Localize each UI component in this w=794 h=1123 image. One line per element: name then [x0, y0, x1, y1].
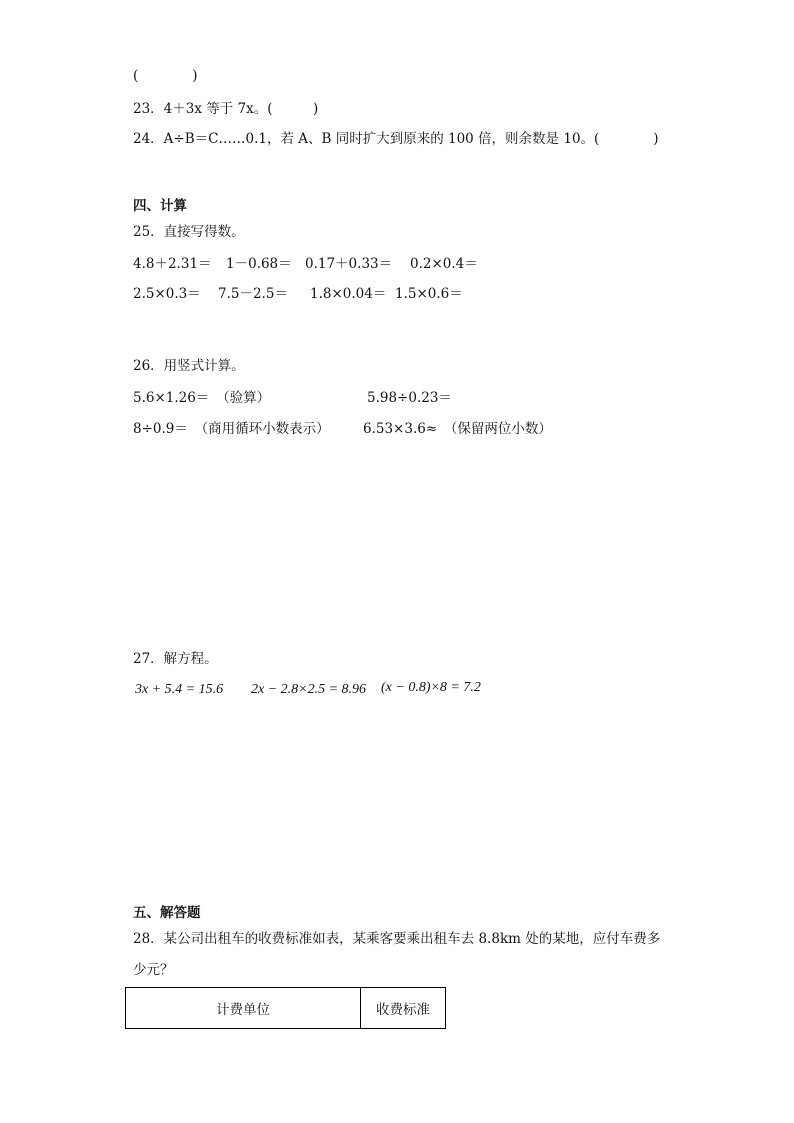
q27-equation-2: 2x − 2.8×2.5 = 8.96: [251, 682, 367, 697]
q25-expr-7: 1.8×0.04＝: [310, 286, 387, 302]
question-27-stem: 27．解方程。: [133, 651, 218, 667]
q25-expr-5: 2.5×0.3＝: [133, 286, 201, 302]
q26-problem-d: 6.53×3.6≈ （保留两位小数）: [363, 421, 552, 437]
q25-expr-1: 4.8＋2.31＝: [133, 256, 212, 272]
question-23: 23．4＋3x 等于 7x。( ): [133, 101, 319, 117]
q26-problem-b: 5.98÷0.23＝: [367, 390, 452, 406]
q25-expr-2: 1－0.68＝: [226, 256, 292, 272]
question-25-stem: 25．直接写得数。: [133, 224, 245, 240]
table-row: [126, 988, 446, 1029]
q25-expr-3: 0.17＋0.33＝: [305, 256, 393, 272]
section-heading-calculation: 四、计算: [133, 198, 187, 214]
q25-expr-8: 1.5×0.6＝: [395, 286, 463, 302]
q26-problem-a: 5.6×1.26＝ （验算）: [133, 390, 271, 406]
question-28-line-2: 少元？: [133, 962, 174, 978]
fare-table: [125, 987, 446, 1029]
q25-expr-6: 7.5－2.5＝: [218, 286, 288, 302]
question-24: 24．A÷B＝C……0.1，若 A、B 同时扩大到原来的 100 倍，则余数是 10。( ): [133, 131, 659, 147]
q27-equation-1: 3x + 5.4 = 15.6: [135, 682, 224, 697]
question-28-line-1: 28．某公司出租车的收费标准如表，某乘客要乘出租车去 8.8km 处的某地，应付车费多: [133, 931, 661, 947]
question-26-stem: 26．用竖式计算。: [133, 358, 245, 374]
section-heading-word-problems: 五、解答题: [133, 905, 201, 921]
q22-answer-blank: ( ): [133, 68, 198, 84]
table-header-unit: 计费单位: [126, 988, 361, 1029]
q27-equation-3: (x − 0.8)×8 = 7.2: [381, 680, 481, 695]
q25-expr-4: 0.2×0.4＝: [410, 256, 478, 272]
q26-problem-c: 8÷0.9＝ （商用循环小数表示）: [133, 421, 330, 437]
table-header-standard: 收费标准: [361, 988, 446, 1029]
